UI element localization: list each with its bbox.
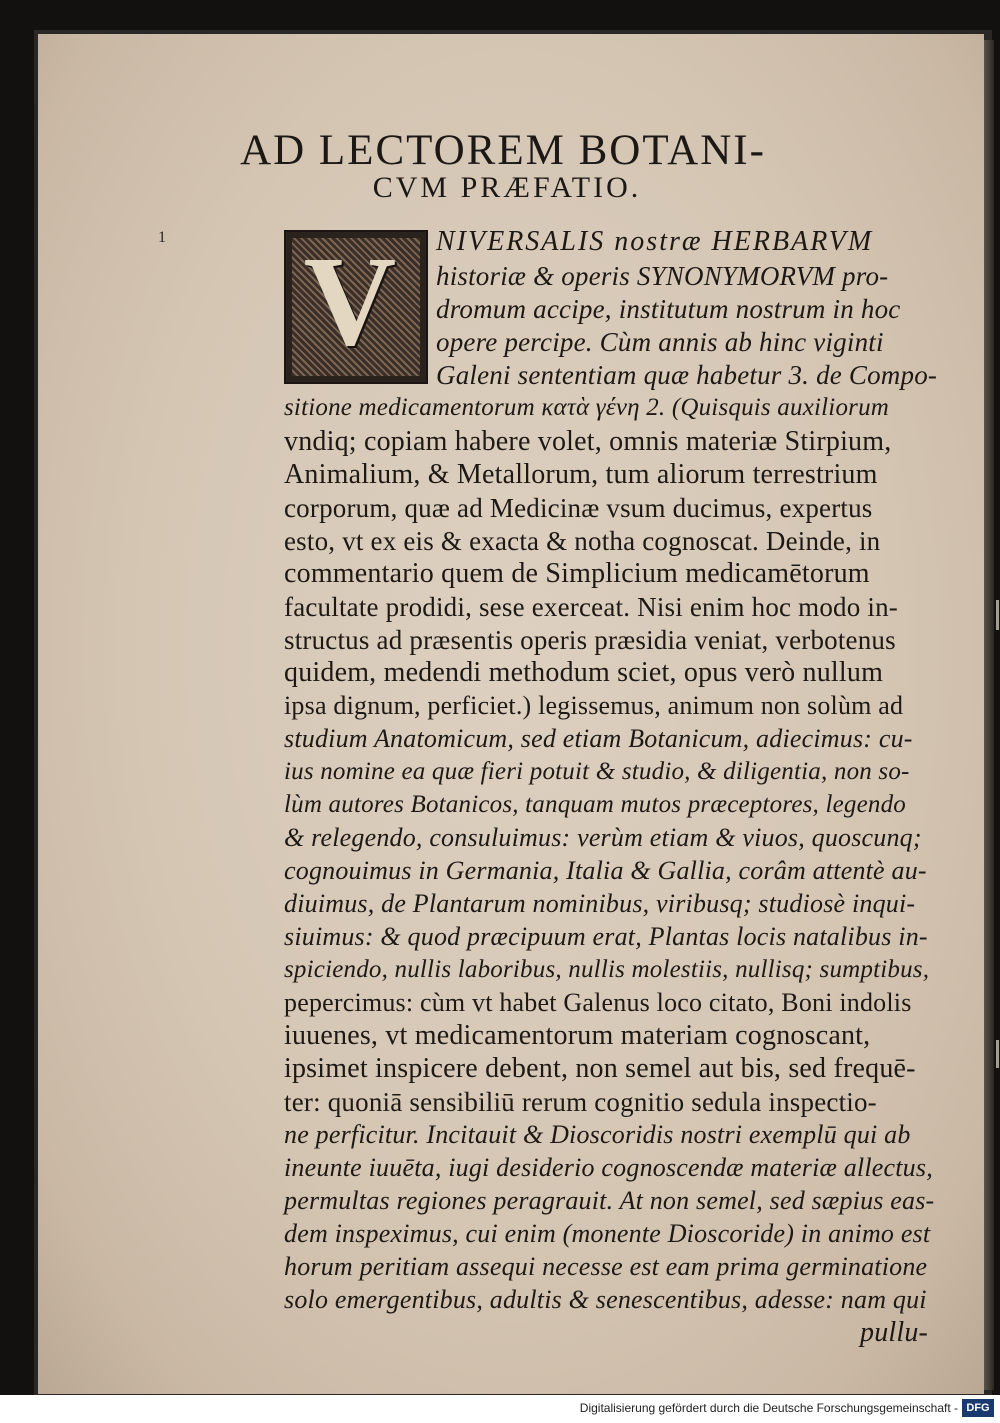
text-line: ipsimet inspicere debent, non semel aut bis, sed frequē- <box>284 1053 916 1084</box>
decorated-initial <box>284 230 428 384</box>
text-line: Galeni sententiam quæ habetur 3. de Compo- <box>436 360 938 390</box>
text-line: facultate prodidi, sese exerceat. Nisi enim hoc modo in- <box>284 592 898 622</box>
page-title: AD LECTOREM BOTANI- <box>240 127 766 174</box>
text-line: siuimus: & quod præcipuum erat, Plantas locis natalibus in- <box>284 922 928 951</box>
text-line: vndiq; copiam habere volet, omnis materiæ Stirpium, <box>284 426 892 457</box>
text-line: pepercimus: cùm vt habet Galenus loco citato, Boni indolis <box>284 988 912 1017</box>
text-line: NIVERSALIS nostræ HERBARVM <box>436 226 874 257</box>
text-line: cognouimus in Germania, Italia & Gallia, corâm attentè au- <box>284 856 927 885</box>
text-line: spiciendo, nullis laboribus, nullis molestiis, nullisq; sumptibus, <box>284 956 930 983</box>
text-line: solo emergentibus, adultis & senescentibus, adesse: nam qui <box>284 1285 927 1314</box>
text-line: permultas regiones peragrauit. At non semel, sed sæpius eas- <box>284 1186 935 1215</box>
text-line: horum peritiam assequi necesse est eam prima germinatione <box>284 1252 928 1281</box>
text-line: dromum accipe, institutum nostrum in hoc <box>436 294 901 324</box>
text-line: iuuenes, vt medicamentorum materiam cognoscant, <box>284 1020 871 1051</box>
text-line: dem inspeximus, cui enim (monente Dioscoride) in animo est <box>284 1219 931 1248</box>
edge-mark <box>996 1040 999 1068</box>
text-line: ineunte iuuēta, iugi desiderio cognoscendæ materiæ allectus, <box>284 1153 933 1182</box>
text-line: ipsa dignum, perficiet.) legissemus, animum non solùm ad <box>284 691 904 720</box>
text-line: esto, vt ex eis & exacta & notha cognoscat. Deinde, in <box>284 526 881 556</box>
margin-mark: 1 <box>158 229 166 246</box>
footer-bar <box>0 1395 1000 1423</box>
text-line: diuimus, de Plantarum nominibus, viribusq; studiosè inqui- <box>284 889 916 918</box>
text-line: ter: quoniā sensibiliū rerum cognitio sedula inspectio- <box>284 1087 877 1117</box>
text-line: ius nomine ea quæ fieri potuit & studio, & diligentia, non so- <box>284 758 910 785</box>
text-line: ne perficitur. Incitauit & Dioscoridis nostri exemplū qui ab <box>284 1120 911 1149</box>
book-edge <box>984 40 994 1390</box>
book-page <box>38 34 984 1394</box>
text-line: opere percipe. Cùm annis ab hinc viginti <box>436 327 884 357</box>
page-subtitle: CVM PRÆFATIO. <box>372 171 642 204</box>
text-line: & relegendo, consuluimus: verùm etiam & viuos, quoscunq; <box>284 823 922 852</box>
edge-mark <box>996 600 999 630</box>
text-line: structus ad præsentis operis præsidia veniat, verbotenus <box>284 625 896 655</box>
dfg-logo: DFG <box>962 1399 994 1417</box>
text-line: historiæ & operis SYNONYMORVM pro- <box>436 261 889 291</box>
catchword: pullu- <box>860 1317 929 1348</box>
text-line: lùm autores Botanicos, tanquam mutos præceptores, legendo <box>284 791 906 818</box>
text-line: commentario quem de Simplicium medicamētorum <box>284 558 870 589</box>
text-line: quidem, medendi methodum sciet, opus verò nullum <box>284 657 884 688</box>
initial-letter: V <box>303 230 397 372</box>
funding-notice: Digitalisierung gefördert durch die Deutsche Forschungsgemeinschaft - <box>579 1401 958 1415</box>
text-line: studium Anatomicum, sed etiam Botanicum, adiecimus: cu- <box>284 724 913 753</box>
text-line: sitione medicamentorum κατὰ γένη 2. (Quisquis auxiliorum <box>284 394 890 421</box>
text-line: Animalium, & Metallorum, tum aliorum terrestrium <box>284 459 878 490</box>
text-line: corporum, quæ ad Medicinæ vsum ducimus, expertus <box>284 493 873 523</box>
